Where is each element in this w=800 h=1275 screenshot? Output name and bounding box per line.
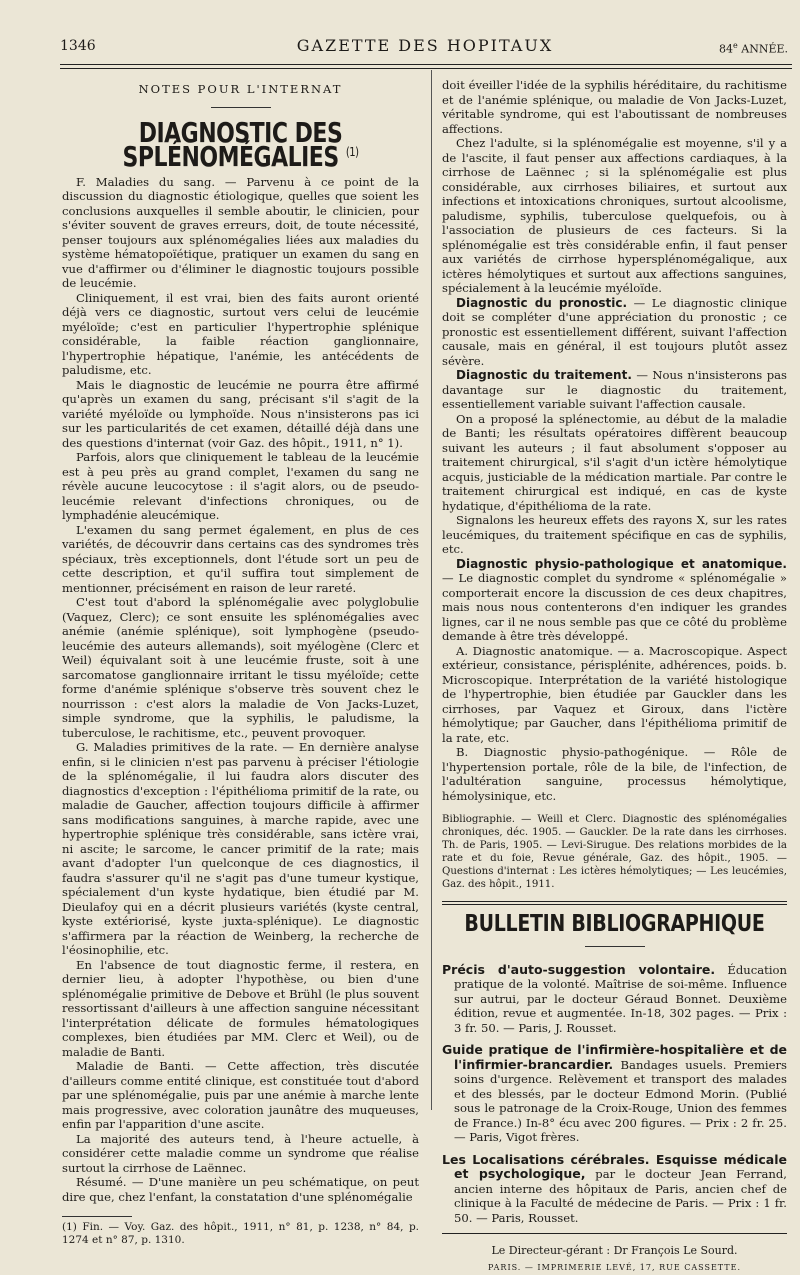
article-title-text: DIAGNOSTIC DES SPLÉNOMÉGALIES bbox=[122, 118, 342, 173]
book-entry-text bbox=[442, 1043, 787, 1145]
header-rule-2 bbox=[60, 68, 792, 69]
gerant-line: Le Directeur-gérant : Dr François Le Sourd. bbox=[442, 1244, 787, 1259]
book-entry-title: Les Localisations cérébrales. Esquisse médicale et psychologique, bbox=[442, 1152, 787, 1182]
book-entry-details: Bandages usuels. Premiers soins d'urgence. Relèvement et transport des malades et des blessés, par le docteur Edmond Morin. (Publié sous le patronage de la Croix-Rouge, Union des femmes de France.) In-8° écu avec 200 figures. — Prix : 2 fr. 25. — Paris, Vigot frères. bbox=[454, 1058, 787, 1145]
printer-line: PARIS. — IMPRIMERIE LEVÉ, 17, RUE CASSETTE. bbox=[442, 1261, 787, 1275]
traitement-text: — Nous n'insisterons pas davantage sur le diagnostic du traitement, essentiellement variable suivant l'affection causale. bbox=[442, 368, 787, 411]
paragraph-resume: Résumé. — D'une manière un peu schématique, on peut dire que, chez l'enfant, la constatation d'une splénomégalie bbox=[62, 1175, 419, 1204]
physio-heading: Diagnostic physio-pathologique et anatomique. bbox=[456, 557, 787, 571]
bibliography-note: Bibliographie. — Weill et Clerc. Diagnostic des splénomégalies chroniques, déc. 1905. — Gauckler. De la rate dans les cirrhoses. Th. de Paris, 1905. — Levi-Sirugue. Des relations morbides de la rate et du foie, Revue générale, Gaz. des hôpit., 1905. — Questions d'internat : Les ictères hémolytiques; — Les leucémies, Gaz. des hôpit., 1911. bbox=[442, 813, 787, 891]
page-number: 1346 bbox=[60, 38, 96, 54]
year-number: 84 bbox=[719, 43, 733, 56]
bulletin-title: BULLETIN BIBLIOGRAPHIQUE bbox=[442, 916, 787, 933]
paragraph-traitement bbox=[442, 368, 787, 412]
book-entry-details: par le docteur Jean Ferrand, ancien interne des hôpitaux de Paris, ancien chef de clinique à la Faculté de médecine de Paris. — Prix : 1 fr. 50. — Paris, Rousset. bbox=[454, 1167, 787, 1225]
paragraph-cliniquement: Cliniquement, il est vrai, bien des faits auront orienté déjà vers ce diagnostic, surtout vers celui de leucémie myéloïde; c'est en particulier l'hypertrophie splénique considérable, la faible réaction ganglionnaire, l'hypertrophie hépatique, l'anémie, les antécédents de paludisme, etc. bbox=[62, 291, 419, 378]
physio-text: — Le diagnostic complet du syndrome « splénomégalie » comporterait encore la discussion de ces deux chapitres, mais nous nous contenterons d'en indiquer les grandes lignes, car il ne nous semble pas que ce côté du problème demande à être très développé. bbox=[442, 571, 787, 643]
right-column bbox=[442, 78, 787, 1275]
book-entry bbox=[442, 1153, 787, 1226]
book-entry-title: Guide pratique de l'infirmière-hospitalière et de l'infirmier-brancardier. bbox=[442, 1042, 787, 1072]
section-double-rule bbox=[442, 901, 787, 905]
paragraph-maladies-rate: G. Maladies primitives de la rate. — En dernière analyse enfin, si le clinicien n'est pas parvenu à préciser l'étiologie de la splénomégalie, il lui faudra alors discuter des diagnostics d'exception : l'épithélioma primitif de la rate, ou maladie de Gaucher, affection toujours difficile à affirmer sans modifications sanguines, à marche rapide, avec une hypertrophie splénique très considérable, sans ictère vrai, ni ascite; le sarcome, le cancer primitif de la rate; mais avant d'adopter l'un quelconque de ces diagnostics, il faudra s'assurer qu'il ne s'agit pas d'une tumeur kystique, spécialement d'un kyste hydatique, bien étudié par M. Dieulafoy qui en a décrit plusieurs variétés (kyste central, kyste extériorisé, kyste juxta-splénique). Le diagnostic s'affirmera par la réaction de Weinberg, la recherche de l'éosinophilie, etc. bbox=[62, 740, 419, 958]
paragraph-pronostic bbox=[442, 296, 787, 369]
footnote: (1) Fin. — Voy. Gaz. des hôpit., 1911, n° 81, p. 1238, n° 84, p. 1274 et n° 87, p. 1310. bbox=[62, 1221, 419, 1247]
section-kicker: NOTES POUR L'INTERNAT bbox=[62, 82, 419, 97]
paragraph-continuation: doit éveiller l'idée de la syphilis héréditaire, du rachitisme et de l'anémie splénique, ou maladie de Von Jacks-Luzet, véritable syndrome, qui est l'aboutissant de nombreuses affections. bbox=[442, 78, 787, 136]
book-entry-details: Éducation pratique de la volonté. Maîtrise de soi-même. Influence sur autrui, par le docteur Géraud Bonnet. Deuxième édition, revue et augmentée. In-18, 302 pages. — Prix : 3 fr. 50. — Paris, J. Rousset. bbox=[454, 963, 787, 1035]
journal-title: GAZETTE DES HOPITAUX bbox=[60, 36, 790, 55]
paragraph-maladies-sang: F. Maladies du sang. — Parvenu à ce point de la discussion du diagnostic étiologique, quelles que soient les conclusions auxquelles il semble aboutir, le clinicien, pour s'éviter souvent de graves erreurs, doit, de toute nécessité, penser toujours aux splénomégalies liées aux maladies du système hématopoïétique, pratiquer un examen du sang en vue d'affirmer ou d'éliminer le diagnostic toujours possible de leucémie. bbox=[62, 175, 419, 291]
year-sup: e bbox=[733, 41, 738, 50]
bulletin-rule bbox=[585, 946, 645, 947]
footnote-rule bbox=[62, 1216, 132, 1217]
paragraph-parfois: Parfois, alors que cliniquement le tableau de la leucémie est à peu près au grand complet, l'examen du sang ne révèle aucune leucocytose : il s'agit alors, ou de pseudo-leucémie relevant d'infections chroniques, ou de lymphadénie aleucémique. bbox=[62, 450, 419, 523]
kicker-rule bbox=[211, 107, 271, 108]
book-entry bbox=[442, 1043, 787, 1145]
book-entry-text bbox=[442, 1153, 787, 1226]
header-rule bbox=[60, 64, 792, 65]
paragraph-absence: En l'absence de tout diagnostic ferme, il restera, en dernier lieu, à adopter l'hypothèse, ou bien d'une splénomégalie primitive de Debove et Brühl (le plus souvent ressortissant d'ailleurs à une affection sanguine nécessitant l'interprétation délicate de formules hématologiques complexes, bien étudiées par MM. Clerc et Weil), ou de maladie de Banti. bbox=[62, 958, 419, 1060]
article-title bbox=[62, 125, 419, 167]
paragraph-banti: Maladie de Banti. — Cette affection, très discutée d'ailleurs comme entité clinique, est constituée tout d'abord par une splénomégalie, puis par une anémie à marche lente mais progressive, avec coloration jaunâtre des muqueuses, enfin par l'apparition d'une ascite. bbox=[62, 1059, 419, 1132]
year-suffix: ANNÉE. bbox=[738, 43, 788, 56]
book-entry-title: Précis d'auto-suggestion volontaire. bbox=[442, 962, 715, 977]
gerant-rule bbox=[442, 1233, 787, 1234]
book-entry-text bbox=[442, 963, 787, 1036]
paragraph-polyglobulie: C'est tout d'abord la splénomégalie avec polyglobulie (Vaquez, Clerc); ce sont ensuite les splénomégalies avec anémie (anémie splénique), soit lymphogène (pseudo-leucémie des auteurs allemands), soit myélogène (Clerc et Weil) équivalant soit à une leucémie fruste, soit à une sarcomatose ganglionnaire irritant le tissu myéloïde; cette forme d'anémie splénique s'observe très souvent chez le nourrisson : c'est alors la maladie de Von Jacks-Luzet, simple syndrome, que la syphilis, le paludisme, la tuberculose, le rachitisme, etc., peuvent provoquer. bbox=[62, 595, 419, 740]
paragraph-examen-sang: Mais le diagnostic de leucémie ne pourra être affirmé qu'après un examen du sang, précisant s'il s'agit de la variété myéloïde ou lymphoïde. Nous n'insisterons pas ici sur les particularités de cet examen, détaillé déjà dans une des questions d'internat (voir Gaz. des hôpit., 1911, n° 1). bbox=[62, 378, 419, 451]
traitement-heading: Diagnostic du traitement. bbox=[456, 368, 632, 382]
page-header bbox=[60, 30, 790, 64]
paragraph-physiopathogenique: B. Diagnostic physio-pathogénique. — Rôle de l'hypertension portale, rôle de la bile, de l'infection, de l'adultération sanguine, processus hémolytique, hémolysinique, etc. bbox=[442, 745, 787, 803]
book-entry bbox=[442, 963, 787, 1036]
paragraph-majorite: La majorité des auteurs tend, à l'heure actuelle, à considérer cette maladie comme un syndrome que réalise surtout la cirrhose de Laënnec. bbox=[62, 1132, 419, 1176]
pronostic-text: — Le diagnostic clinique doit se compléter d'une appréciation du pronostic ; ce pronostic est essentiellement différent, suivant l'affection causale, mais en général, il est toujours plutôt assez sévère. bbox=[442, 296, 787, 368]
title-footnote-ref: (1) bbox=[346, 145, 359, 159]
paragraph-physio bbox=[442, 557, 787, 644]
column-divider bbox=[431, 70, 432, 1110]
pronostic-heading: Diagnostic du pronostic. bbox=[456, 296, 627, 310]
paragraph-adulte: Chez l'adulte, si la splénomégalie est moyenne, s'il y a de l'ascite, il faut penser aux affections cardiaques, à la cirrhose de Laënnec ; si la splénomégalie est plus considérable, aux cirrhoses biliaires, et surtout aux infections et intoxications chroniques, surtout alcoolisme, paludisme, syphilis, tuberculose quelquefois, ou à l'association de plusieurs de ces facteurs. Si la splénomégalie est très considérable enfin, il faut penser aux variétés de cirrhose hypersplénomégalique, aux ictères hémolytiques et surtout aux affections sanguines, spécialement à la leucémie myéloïde. bbox=[442, 136, 787, 296]
year-label bbox=[719, 41, 788, 56]
paragraph-splenectomie: On a proposé la splénectomie, au début de la maladie de Banti; les résultats opératoires diffèrent beaucoup suivant les auteurs ; il faut absolument s'opposer au traitement chirurgical, s'il s'agit d'un ictère hémolytique acquis, justiciable de la médication martiale. Par contre le traitement chirurgical est indiqué, en cas de kyste hydatique, d'épithélioma de la rate. bbox=[442, 412, 787, 514]
left-column bbox=[62, 78, 419, 1247]
paragraph-anatomique: A. Diagnostic anatomique. — a. Macroscopique. Aspect extérieur, consistance, périsplénite, adhérences, poids. b. Microscopique. Interprétation de la variété histologique de l'hypertrophie, bien étudiée par Gauckler dans les cirrhoses, par Vaquez et Giroux, dans l'ictère hémolytique; par Gaucher, dans l'épithélioma primitif de la rate, etc. bbox=[442, 644, 787, 746]
paragraph-rayons-x: Signalons les heureux effets des rayons X, sur les rates leucémiques, du traitement spécifique en cas de syphilis, etc. bbox=[442, 513, 787, 557]
paragraph-syndromes: L'examen du sang permet également, en plus de ces variétés, de découvrir dans certains cas des syndromes très spéciaux, très exceptionnels, dont l'étude sort un peu de cette description, et qu'il suffira tout simplement de mentionner, précisément en raison de leur rareté. bbox=[62, 523, 419, 596]
